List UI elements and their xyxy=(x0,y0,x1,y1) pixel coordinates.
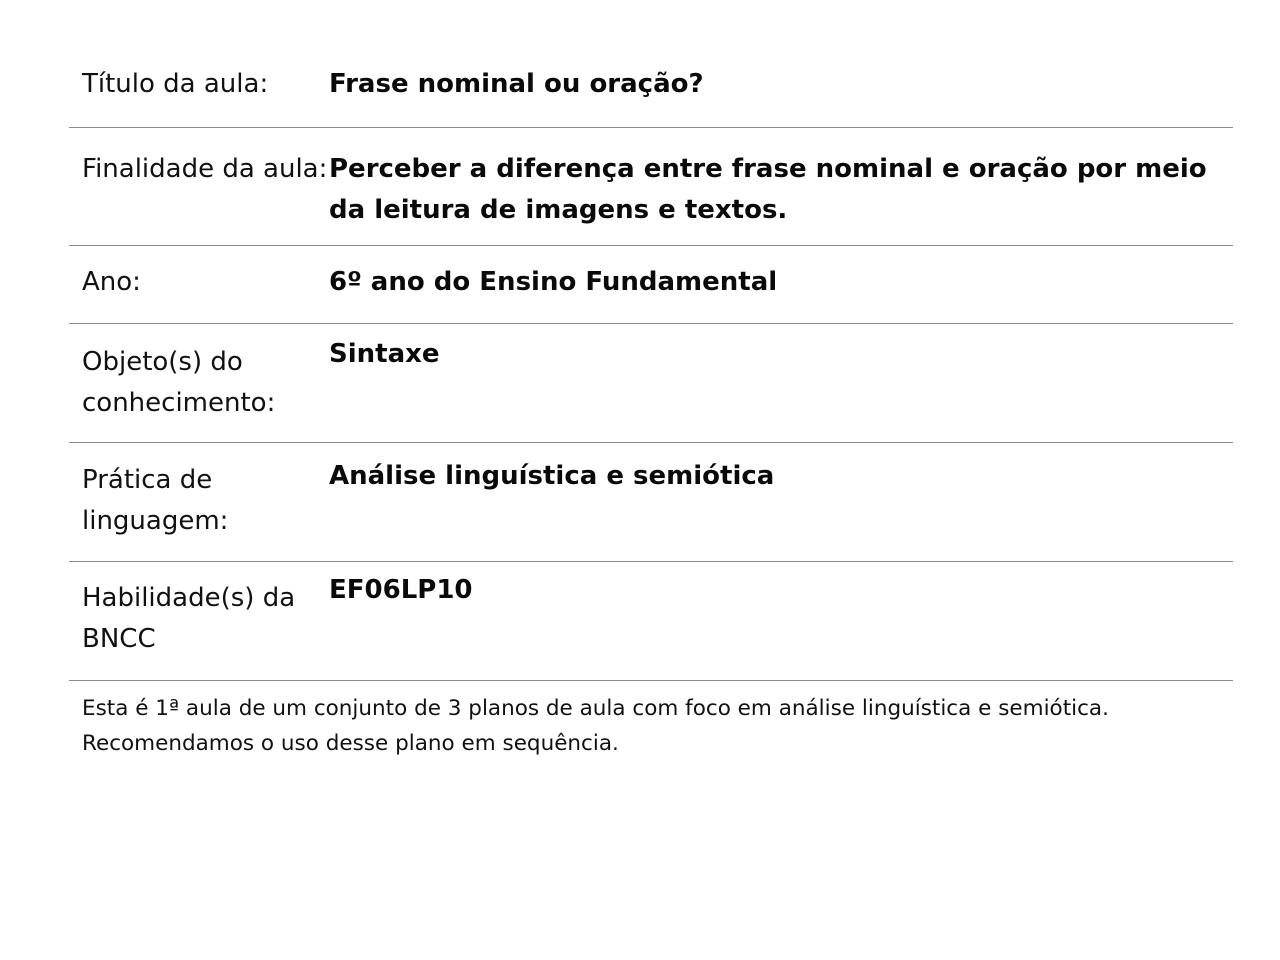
row-label: Finalidade da aula: xyxy=(82,154,328,184)
row-label: Título da aula: xyxy=(82,69,269,99)
row-label: Prática de linguagem: xyxy=(82,465,229,536)
table-row-knowledge-objects xyxy=(69,324,1233,443)
table-row-lesson-title xyxy=(69,44,1233,128)
row-value: Sintaxe xyxy=(329,339,440,369)
row-value: Análise linguística e semiótica xyxy=(329,461,775,491)
table-row-lesson-purpose xyxy=(69,128,1233,246)
footer-note-line-2: Recomendamos o uso desse plano em sequência. xyxy=(82,731,619,756)
table-row-year xyxy=(69,246,1233,324)
table-row-bncc-skills xyxy=(69,562,1233,681)
footer-note-line-1: Esta é 1ª aula de um conjunto de 3 planos de aula com foco em análise linguística e semiótica. xyxy=(82,696,1109,721)
row-value: EF06LP10 xyxy=(329,575,473,605)
row-value: Perceber a diferença entre frase nominal e oração por meio da leitura de imagens e textos. xyxy=(329,154,1207,225)
footer-note xyxy=(69,681,1233,761)
row-label: Habilidade(s) da BNCC xyxy=(82,583,296,654)
row-label: Objeto(s) do conhecimento: xyxy=(82,347,276,418)
lesson-plan-table xyxy=(69,44,1233,761)
row-value: Frase nominal ou oração? xyxy=(329,69,704,99)
row-label: Ano: xyxy=(82,267,141,297)
table-row-language-practice xyxy=(69,443,1233,562)
row-value: 6º ano do Ensino Fundamental xyxy=(329,267,778,297)
